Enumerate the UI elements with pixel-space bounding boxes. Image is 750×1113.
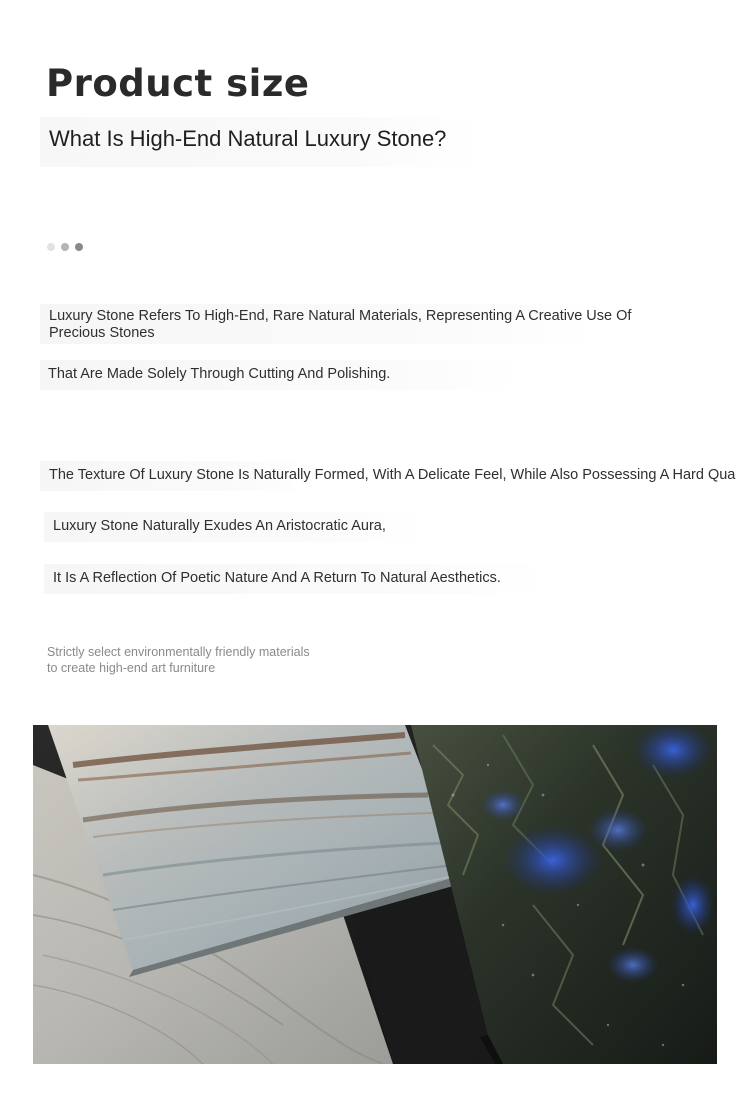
carousel-dot-1[interactable]: [47, 243, 55, 251]
description-paragraph-5: It Is A Reflection Of Poetic Nature And A Return To Natural Aesthetics.: [53, 570, 501, 586]
description-paragraph-1: Luxury Stone Refers To High-End, Rare Natural Materials, Representing A Creative Use Of Precious Stones: [49, 308, 632, 341]
material-note-line-2: to create high-end art furniture: [47, 661, 216, 675]
stone-slabs-illustration: [33, 725, 717, 1064]
material-note-line-1: Strictly select environmentally friendly materials: [47, 645, 310, 659]
carousel-dots: [47, 243, 83, 251]
section-subtitle: What Is High-End Natural Luxury Stone?: [49, 126, 447, 151]
page-title: Product size: [46, 62, 310, 105]
carousel-dot-2[interactable]: [61, 243, 69, 251]
description-paragraph-3: The Texture Of Luxury Stone Is Naturally Formed, With A Delicate Feel, While Also Possessing A Hard Qua: [49, 467, 736, 483]
material-note: [47, 644, 310, 676]
carousel-dot-3[interactable]: [75, 243, 83, 251]
description-paragraph-2: That Are Made Solely Through Cutting And Polishing.: [48, 366, 391, 382]
description-paragraph-4: Luxury Stone Naturally Exudes An Aristocratic Aura,: [53, 518, 386, 534]
stone-product-photo: [33, 725, 717, 1064]
